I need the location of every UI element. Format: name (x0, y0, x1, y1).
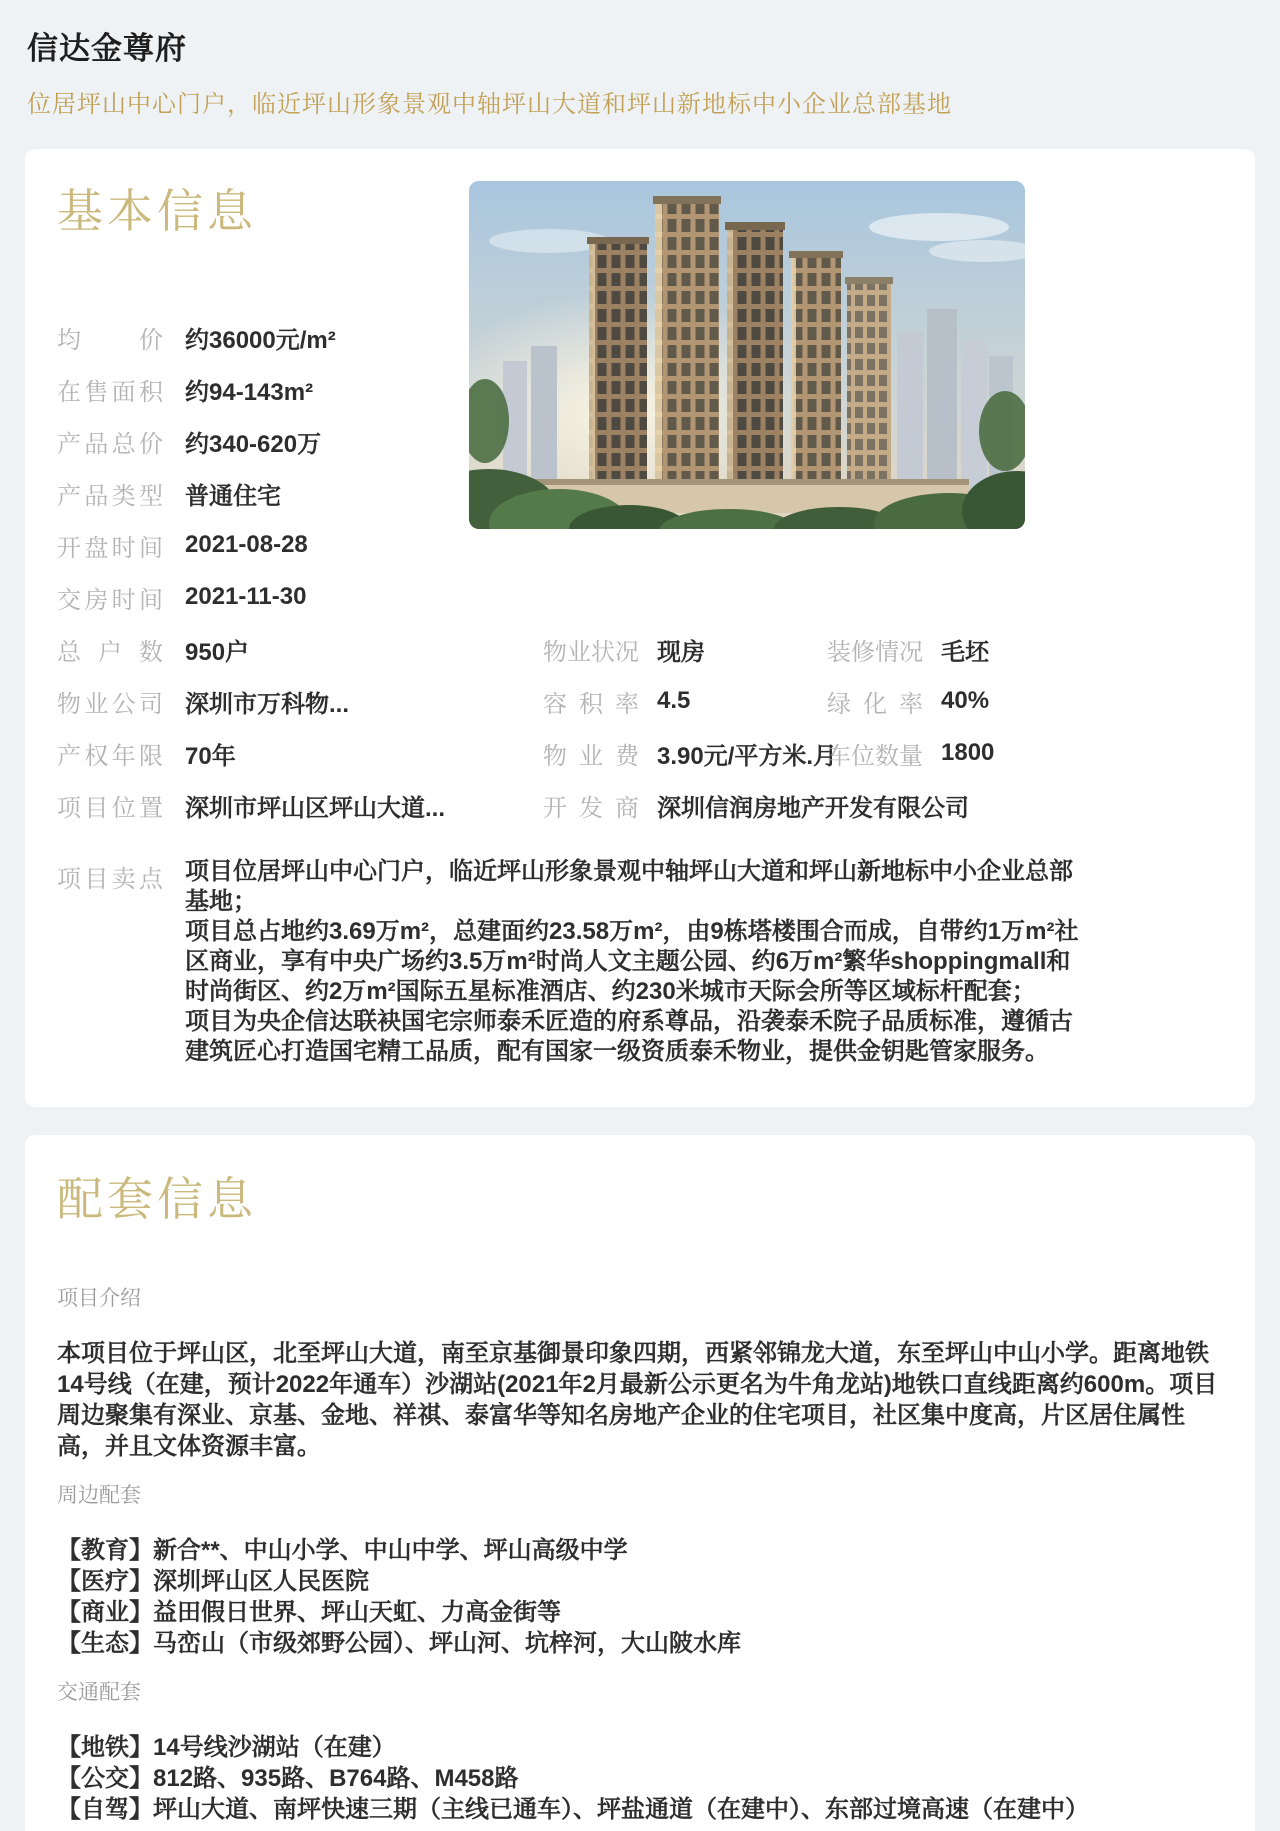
field-developer (543, 788, 969, 823)
field-value: 普通住宅 (185, 482, 281, 510)
field-value: 约36000元/m² (185, 326, 336, 354)
info-row-delivery-date (57, 571, 469, 623)
field-property-company (57, 684, 543, 719)
page-subtitle: 位居坪山中心门户，临近坪山形象景观中轴坪山大道和坪山新地标中小企业总部基地 (27, 91, 952, 118)
field-value: 约340-620万 (185, 430, 322, 458)
field-label: 物业费 (543, 742, 639, 770)
field-value: 2021-11-30 (185, 583, 307, 610)
info-row-avg-price (57, 311, 469, 363)
info-row-area (57, 363, 469, 415)
field-value: 40% (941, 687, 990, 714)
field-tenure (57, 736, 543, 771)
selling-points-text (185, 857, 1090, 1067)
page-title: 信达金尊府 (27, 31, 187, 66)
field-label: 项目位置 (57, 794, 163, 822)
field-value: 约94-143m² (185, 378, 314, 406)
selling-points-paragraph: 项目为央企信达联袂国宅宗师泰禾匠造的府系尊品，沿袭泰禾院子品质标准，遵循古建筑匠心打造国宅精工品质，配有国家一级资质泰禾物业，提供金钥匙管家服务。 (185, 1008, 1073, 1065)
field-label: 总户数 (57, 638, 163, 666)
field-plot-ratio (543, 684, 827, 719)
field-label: 物业状况 (543, 638, 639, 666)
info-row-tenure-fee (57, 727, 1223, 779)
field-label: 装修情况 (827, 638, 923, 666)
amenities-title: 配套信息 (57, 1173, 257, 1225)
info-row-total-price (57, 415, 469, 467)
field-value: 深圳信润房地产开发有限公司 (657, 794, 969, 822)
field-parking-count (827, 736, 994, 771)
field-total-households (57, 632, 543, 667)
info-row-product-type (57, 467, 469, 519)
selling-points-row (57, 857, 1223, 1067)
list-item-education: 【教育】新合**、中山小学、中山中学、坪山高级中学 (57, 1537, 628, 1564)
nearby-list (57, 1535, 1223, 1659)
intro-paragraph: 本项目位于坪山区，北至坪山大道，南至京基御景印象四期，西紧邻锦龙大道，东至坪山中山小学。距离地铁14号线（在建，预计2022年通车）沙湖站(2021年2月最新公示更名为牛角龙站)地铁口直线距离约600m。项目周边聚集有深业、京基、金地、祥祺、泰富华等知名房地产企业的住宅项目，社区集中度高，片区居住属性高，并且文体资源丰富。 (57, 1340, 1218, 1460)
field-value: 2021-08-28 (185, 531, 308, 558)
field-label: 均价 (57, 326, 163, 354)
property-photo[interactable] (469, 181, 1025, 529)
list-item-drive: 【自驾】坪山大道、南坪快速三期（主线已通车）、坪盐通道（在建中）、东部过境高速（在建中） (57, 1796, 1089, 1823)
field-value-truncated: 深圳市万科物... (185, 690, 350, 718)
building-rendering-graphic (469, 181, 1025, 529)
field-value: 950户 (185, 638, 250, 666)
basic-info-left-column (57, 311, 469, 623)
field-label: 交房时间 (57, 586, 163, 614)
info-row-households-status (57, 623, 1223, 675)
field-property-fee (543, 736, 838, 771)
info-row-opening-date (57, 519, 469, 571)
selling-points-paragraph: 项目总占地约3.69万m²，总建面约23.58万m²，由9栋塔楼围合而成，自带约1万m²社区商业，享有中央广场约3.5万m²时尚人文主题公园、约6万m²繁华shoppingmall和时尚街区、约2万m²国际五星标准酒店、约230米城市天际会所等区域标杆配套； (185, 918, 1079, 1005)
field-green-ratio (827, 684, 989, 719)
field-value: 70年 (185, 742, 236, 770)
field-label: 容积率 (543, 690, 639, 718)
field-label: 绿化率 (827, 690, 923, 718)
field-label: 产品类型 (57, 482, 163, 510)
field-label: 开发商 (543, 794, 639, 822)
field-value: 毛坯 (941, 638, 989, 666)
selling-points-label: 项目卖点 (57, 866, 163, 893)
basic-info-title: 基本信息 (57, 185, 257, 237)
list-item-bus: 【公交】812路、935路、B764路、M458路 (57, 1765, 519, 1792)
list-item-metro: 【地铁】14号线沙湖站（在建） (57, 1734, 396, 1761)
list-item-ecology: 【生态】马峦山（市级郊野公园）、坪山河、坑梓河，大山陂水库 (57, 1630, 741, 1657)
field-project-location (57, 788, 543, 823)
field-value: 1800 (941, 739, 995, 766)
transport-heading: 交通配套 (57, 1681, 141, 1704)
field-label: 产权年限 (57, 742, 163, 770)
basic-info-card (25, 149, 1255, 1107)
selling-points-paragraph: 项目位居坪山中心门户，临近坪山形象景观中轴坪山大道和坪山新地标中小企业总部基地； (185, 858, 1073, 915)
field-property-status (543, 632, 827, 667)
field-value-truncated: 深圳市坪山区坪山大道... (185, 794, 446, 822)
field-label: 开盘时间 (57, 534, 163, 562)
info-row-company-ratio (57, 675, 1223, 727)
field-label: 在售面积 (57, 378, 163, 406)
amenities-card (25, 1135, 1255, 1831)
field-label: 车位数量 (827, 742, 923, 770)
field-value: 4.5 (657, 687, 691, 714)
field-label: 产品总价 (57, 430, 163, 458)
list-item-commerce: 【商业】益田假日世界、坪山天虹、力高金街等 (57, 1599, 561, 1626)
nearby-heading: 周边配套 (57, 1484, 141, 1507)
field-label: 物业公司 (57, 690, 163, 718)
field-decoration (827, 632, 989, 667)
info-row-location-developer (57, 779, 1223, 831)
list-item-medical: 【医疗】深圳坪山区人民医院 (57, 1568, 369, 1595)
field-value: 3.90元/平方米.月 (657, 742, 838, 770)
field-value: 现房 (657, 638, 705, 666)
transport-list (57, 1732, 1223, 1825)
intro-heading: 项目介绍 (57, 1287, 141, 1310)
